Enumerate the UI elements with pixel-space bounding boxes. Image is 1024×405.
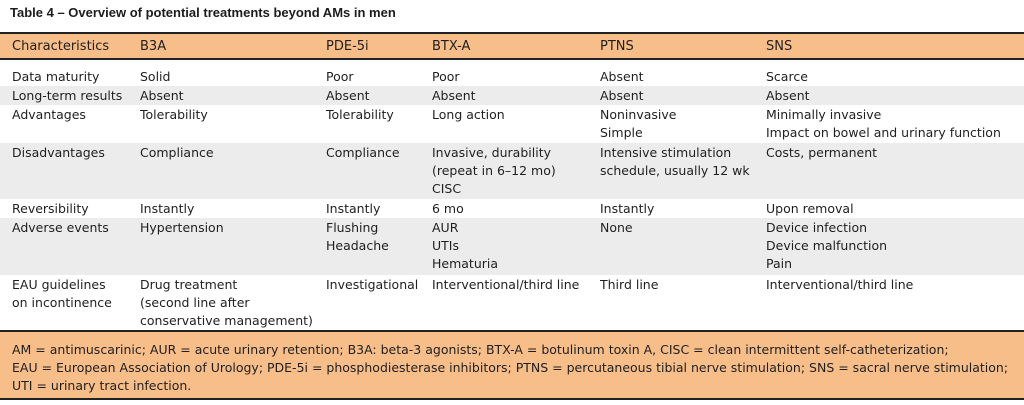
- cell-characteristics: Advantages: [12, 107, 86, 122]
- cell-btxa: Poor: [432, 69, 460, 84]
- cell-pde5i: Investigational: [326, 277, 419, 292]
- cell-characteristics: EAU guidelines: [12, 277, 106, 292]
- cell-btxa: (repeat in 6–12 mo): [432, 163, 556, 178]
- header-btxa: BTX-A: [432, 39, 471, 54]
- cell-btxa: Hematuria: [432, 256, 499, 271]
- footnote-line: UTI = urinary tract infection.: [12, 378, 192, 393]
- cell-b3a: Compliance: [140, 145, 214, 160]
- cell-pde5i: Flushing: [326, 220, 379, 235]
- cell-sns: Upon removal: [766, 201, 854, 216]
- cell-sns: Device malfunction: [766, 238, 888, 253]
- cell-btxa: AUR: [432, 220, 459, 235]
- cell-pde5i: Compliance: [326, 145, 400, 160]
- cell-btxa: 6 mo: [432, 201, 464, 216]
- cell-b3a: Drug treatment: [140, 277, 238, 292]
- cell-characteristics: Reversibility: [12, 201, 89, 216]
- cell-b3a: Absent: [140, 88, 184, 103]
- cell-btxa: CISC: [432, 181, 462, 196]
- table-title: Table 4 – Overview of potential treatments beyond AMs in men: [10, 5, 396, 20]
- cell-ptns: Third line: [600, 277, 659, 292]
- cell-sns: Impact on bowel and urinary function: [766, 125, 1001, 140]
- cell-sns: Scarce: [766, 69, 808, 84]
- cell-btxa: Invasive, durability: [432, 145, 551, 160]
- footnote-line: EAU = European Association of Urology; PDE-5i = phosphodiesterase inhibitors; PTNS = percutaneous tibial nerve stimulation; SNS = sacral nerve stimulation;: [12, 360, 1009, 375]
- cell-characteristics: on incontinence: [12, 295, 112, 310]
- cell-characteristics: Long-term results: [12, 88, 123, 103]
- footnote-line: AM = antimuscarinic; AUR = acute urinary retention; B3A: beta-3 agonists; BTX-A = botulinum toxin A, CISC = clean intermittent self-catheterization;: [12, 342, 949, 357]
- cell-b3a: Hypertension: [140, 220, 224, 235]
- cell-b3a: (second line after: [140, 295, 250, 310]
- cell-btxa: Long action: [432, 107, 505, 122]
- cell-btxa: Absent: [432, 88, 476, 103]
- table-footnote: [0, 330, 1024, 400]
- header-b3a: B3A: [140, 39, 167, 54]
- cell-ptns: Intensive stimulation: [600, 145, 732, 160]
- cell-ptns: Instantly: [600, 201, 655, 216]
- cell-characteristics: Disadvantages: [12, 145, 105, 160]
- cell-sns: Minimally invasive: [766, 107, 882, 122]
- cell-pde5i: Instantly: [326, 201, 381, 216]
- cell-ptns: Absent: [600, 69, 644, 84]
- cell-sns: Absent: [766, 88, 810, 103]
- table-header: [0, 32, 1024, 60]
- cell-btxa: UTIs: [432, 238, 459, 253]
- cell-b3a: Instantly: [140, 201, 195, 216]
- cell-pde5i: Headache: [326, 238, 389, 253]
- cell-characteristics: Data maturity: [12, 69, 100, 84]
- cell-sns: Pain: [766, 256, 793, 271]
- cell-pde5i: Poor: [326, 69, 354, 84]
- cell-ptns: None: [600, 220, 633, 235]
- header-ptns: PTNS: [600, 39, 634, 54]
- cell-b3a: Solid: [140, 69, 171, 84]
- cell-b3a: conservative management): [140, 313, 313, 328]
- header-pde5i: PDE-5i: [326, 39, 369, 54]
- cell-btxa: Interventional/third line: [432, 277, 580, 292]
- cell-pde5i: Absent: [326, 88, 370, 103]
- cell-characteristics: Adverse events: [12, 220, 109, 235]
- cell-sns: Costs, permanent: [766, 145, 878, 160]
- cell-ptns: Absent: [600, 88, 644, 103]
- cell-b3a: Tolerability: [140, 107, 208, 122]
- header-characteristics: Characteristics: [12, 39, 110, 54]
- cell-ptns: Noninvasive: [600, 107, 677, 122]
- cell-pde5i: Tolerability: [326, 107, 394, 122]
- header-sns: SNS: [766, 39, 793, 54]
- cell-sns: Device infection: [766, 220, 868, 235]
- cell-ptns: Simple: [600, 125, 643, 140]
- cell-sns: Interventional/third line: [766, 277, 914, 292]
- cell-ptns: schedule, usually 12 wk: [600, 163, 750, 178]
